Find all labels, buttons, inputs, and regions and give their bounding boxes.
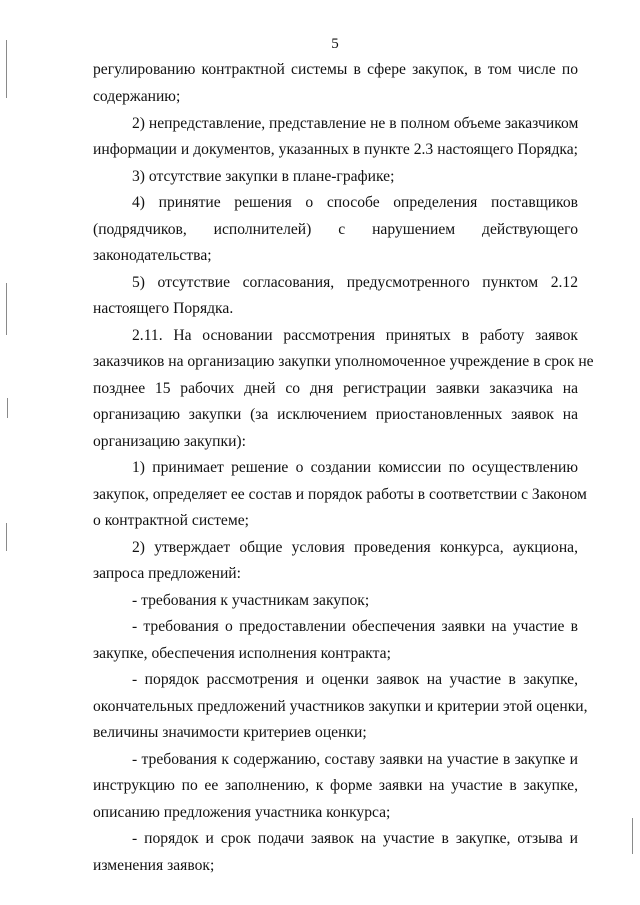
text-line: - порядок рассмотрения и оценки заявок на участие в закупке, bbox=[132, 671, 578, 688]
text-line: 1) принимает решение о создании комиссии по осуществлению bbox=[132, 459, 578, 476]
page-number: 5 bbox=[331, 36, 339, 52]
text-line: - порядок и срок подачи заявок на участие в закупке, отзыва и bbox=[132, 830, 578, 847]
scan-mark bbox=[6, 523, 7, 551]
text-line: настоящего Порядка. bbox=[93, 300, 234, 317]
text-line: описанию предложения участника конкурса; bbox=[93, 804, 391, 821]
text-line: 2.11. На основании рассмотрения принятых в работу заявок bbox=[132, 327, 578, 344]
text-line: инструкцию по ее заполнению, к форме заявки на участие в закупке, bbox=[93, 777, 578, 794]
scan-mark bbox=[6, 283, 7, 335]
scan-mark bbox=[632, 818, 633, 854]
text-line: организацию закупки (за исключением приостановленных заявок на bbox=[93, 406, 578, 423]
text-line: о контрактной системе; bbox=[93, 512, 249, 529]
text-line: содержанию; bbox=[93, 88, 181, 105]
text-line: величины значимости критериев оценки; bbox=[93, 724, 367, 741]
text-line: 5) отсутствие согласования, предусмотренного пунктом 2.12 bbox=[132, 274, 578, 291]
text-line: закупке, обеспечения исполнения контракта; bbox=[93, 645, 391, 662]
scan-mark bbox=[7, 398, 8, 418]
text-line: 2) утверждает общие условия проведения конкурса, аукциона, bbox=[132, 539, 578, 556]
text-line: регулированию контрактной системы в сфере закупок, в том числе по bbox=[93, 61, 578, 78]
text-line: изменения заявок; bbox=[93, 857, 215, 874]
text-line: запроса предложений: bbox=[93, 565, 241, 582]
text-line: 4) принятие решения о способе определения поставщиков bbox=[132, 194, 578, 211]
text-line: окончательных предложений участников закупки и критерии этой оценки, bbox=[93, 698, 588, 715]
text-line: - требования к содержанию, составу заявки на участие в закупке и bbox=[132, 751, 578, 768]
text-line: позднее 15 рабочих дней со дня регистрации заявки заказчика на bbox=[93, 380, 578, 397]
text-line: - требования о предоставлении обеспечения заявки на участие в bbox=[132, 618, 578, 635]
text-line: (подрядчиков, исполнителей) с нарушением действующего bbox=[93, 221, 578, 238]
text-line: законодательства; bbox=[93, 247, 212, 264]
text-line: организацию закупки): bbox=[93, 433, 246, 450]
text-line: закупок, определяет ее состав и порядок работы в соответствии с Законом bbox=[93, 486, 587, 503]
scan-mark bbox=[6, 40, 7, 98]
text-line: - требования к участникам закупок; bbox=[132, 592, 370, 609]
text-line: 3) отсутствие закупки в плане-графике; bbox=[132, 168, 395, 185]
text-line: заказчиков на организацию закупки уполномоченное учреждение в срок не bbox=[93, 353, 594, 370]
text-line: 2) непредставление, представление не в полном объеме заказчиком bbox=[132, 115, 579, 132]
text-line: информации и документов, указанных в пункте 2.3 настоящего Порядка; bbox=[93, 141, 578, 158]
